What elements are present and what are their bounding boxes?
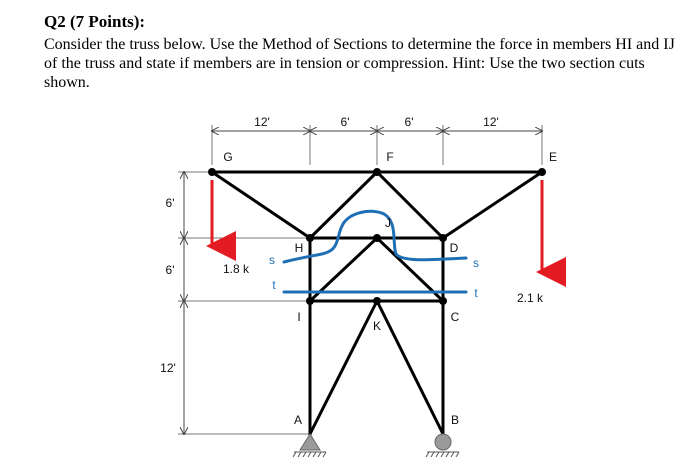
node-label-I: I [297, 310, 301, 324]
node-label-A: A [293, 413, 303, 427]
node-label-D: D [449, 241, 459, 255]
joint-I [306, 297, 314, 305]
joint-H [306, 234, 314, 242]
question-body: Consider the truss below. Use the Method of Sections to determine the force in members HI and IJ of the truss and state if members are in tension or compression. Hint: Use the two section cuts shown. [44, 36, 675, 91]
node-label-H: H [294, 241, 304, 255]
node-label-C: C [450, 310, 460, 324]
dim-top-1: 12' [254, 115, 270, 129]
node-label-E: E [548, 150, 558, 164]
joint-K [373, 297, 381, 305]
cut-label-s-left: s [269, 253, 275, 267]
question-title: Q2 (7 Points): [44, 12, 146, 31]
load-label-left: 1.8 k [222, 262, 250, 276]
left-dimensions [160, 172, 310, 434]
member-KA [310, 301, 377, 434]
dim-left-2: 6' [165, 263, 175, 277]
member-KB [377, 301, 443, 434]
node-label-G: G [223, 150, 233, 164]
cut-label-t-right: t [474, 286, 478, 300]
joints [208, 168, 546, 305]
member-GH [212, 172, 310, 238]
node-label-K: K [372, 319, 382, 333]
load-label-right: 2.1 k [516, 291, 544, 305]
dim-top-3: 6' [404, 115, 414, 129]
roller-support-B [426, 434, 459, 457]
cut-label-s-right: s [473, 256, 479, 270]
joint-D [439, 234, 447, 242]
member-ED [443, 172, 542, 238]
joint-E [538, 168, 546, 176]
roller-support-icon [435, 434, 451, 450]
joint-F [373, 168, 381, 176]
cut-label-t-left: t [272, 278, 276, 292]
joint-C [439, 297, 447, 305]
node-label-F: F [386, 150, 394, 164]
dim-left-3: 12' [160, 361, 176, 375]
dim-left-1: 6' [165, 196, 175, 210]
member-FH [310, 172, 377, 238]
node-label-B: B [450, 413, 460, 427]
dim-top-2: 6' [340, 115, 350, 129]
joint-J [373, 234, 381, 242]
pin-support-icon [300, 434, 320, 450]
node-label-J: J [385, 216, 391, 230]
pin-support-A [293, 434, 326, 457]
top-dimensions [212, 115, 542, 165]
dim-top-4: 12' [483, 115, 499, 129]
joint-G [208, 168, 216, 176]
